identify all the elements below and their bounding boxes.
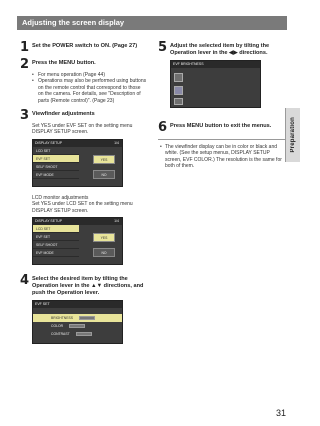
step-2 [20,59,147,70]
step-title: Press the MENU button. [32,60,96,66]
display-setup-screen-evf [32,139,123,187]
step-number: 2 [20,57,30,72]
option-no: NO [93,248,115,257]
lcd-text: Set YES under LCD SET on the setting menu DISPLAY SETUP screen. [32,201,133,214]
menu-item-selected: BRIGHTNESS [33,314,122,322]
step-6 [158,122,286,133]
screen-header: EVF BRIGHTNESS [171,61,260,68]
menu-item: SELF SHOOT [33,241,79,249]
step-1 [20,42,147,53]
note: • The viewfinder display can be in color or black and white. (See the setup menus, DISPLAY SETUP screen, EVF COLOR.) The resolution is the same for both of them. [158,139,286,170]
brightness-down-icon [174,98,183,105]
step-3-text: Set YES under EVF SET on the setting menu DISPLAY SETUP screen. [32,123,133,136]
display-setup-screen-lcd [32,217,123,265]
screen-header: DISPLAY SETUP 1/4 [33,218,122,225]
option-yes: YES [93,155,115,164]
menu-item: EVF SET [33,233,79,241]
option-yes: YES [93,233,115,242]
menu-item-selected: EVF SET [33,155,79,163]
brightness-up-icon [174,73,183,82]
lcd-subheading: LCD monitor adjustments [32,194,89,201]
right-column [158,42,286,170]
left-column [20,42,147,344]
level-bar [69,324,85,328]
option-no: NO [93,170,115,179]
step-4 [20,275,147,297]
page-number: 31 [275,408,286,418]
step-5 [158,42,286,57]
side-tab-preparation [285,108,300,162]
evf-brightness-screen [170,60,261,108]
menu-item: EVF MODE [33,249,79,257]
step-number: 1 [20,40,30,55]
section-header: Adjusting the screen display [17,16,287,30]
brightness-level-icon [174,86,183,95]
menu-item: SELF SHOOT [33,163,79,171]
step-number: 6 [158,120,168,135]
menu-item: CONTRAST [33,330,122,338]
menu-item: COLOR [33,322,122,330]
menu-item: EVF MODE [33,171,79,179]
level-bar [76,332,92,336]
step-title: Adjust the selected item by tilting the Operation lever in the ◀▶ directions. [170,43,270,56]
screen-header: DISPLAY SETUP 1/4 [33,140,122,147]
step-3 [20,108,147,124]
level-bar [79,316,95,320]
step-number: 4 [20,273,30,289]
note-text: The viewfinder display can be in color or black and white. (See the setup menus, DISPLAY SETUP screen, EVF COLOR.) The resolution is the same for both of them. [165,144,282,170]
screen-header: EVF SET [33,301,122,308]
step-title: Select the desired item by tilting the Operation lever in the ▲▼ directions, and push the Operation lever. [32,276,144,297]
step-title: Press MENU button to exit the menus. [170,123,272,129]
menu-item-selected: LCD SET [33,225,79,233]
step-title: Set the POWER switch to ON. (Page 27) [32,43,138,49]
step-number: 5 [158,40,168,55]
step-number: 3 [20,108,30,124]
side-tab-label: Preparation [290,117,296,153]
evf-set-screen [32,300,123,344]
bullet-item: • Operations may also be performed using buttons on the remote control that correspond to those on the camera. For details, see "Description of parts (Remote control)". (Page 23) [32,78,147,104]
menu-item: LCD SET [33,147,79,155]
step-2-bullets [20,72,147,104]
step-title: Viewfinder adjustments [32,111,95,118]
bullet-item: • For menu operation (Page 44) [32,72,105,78]
